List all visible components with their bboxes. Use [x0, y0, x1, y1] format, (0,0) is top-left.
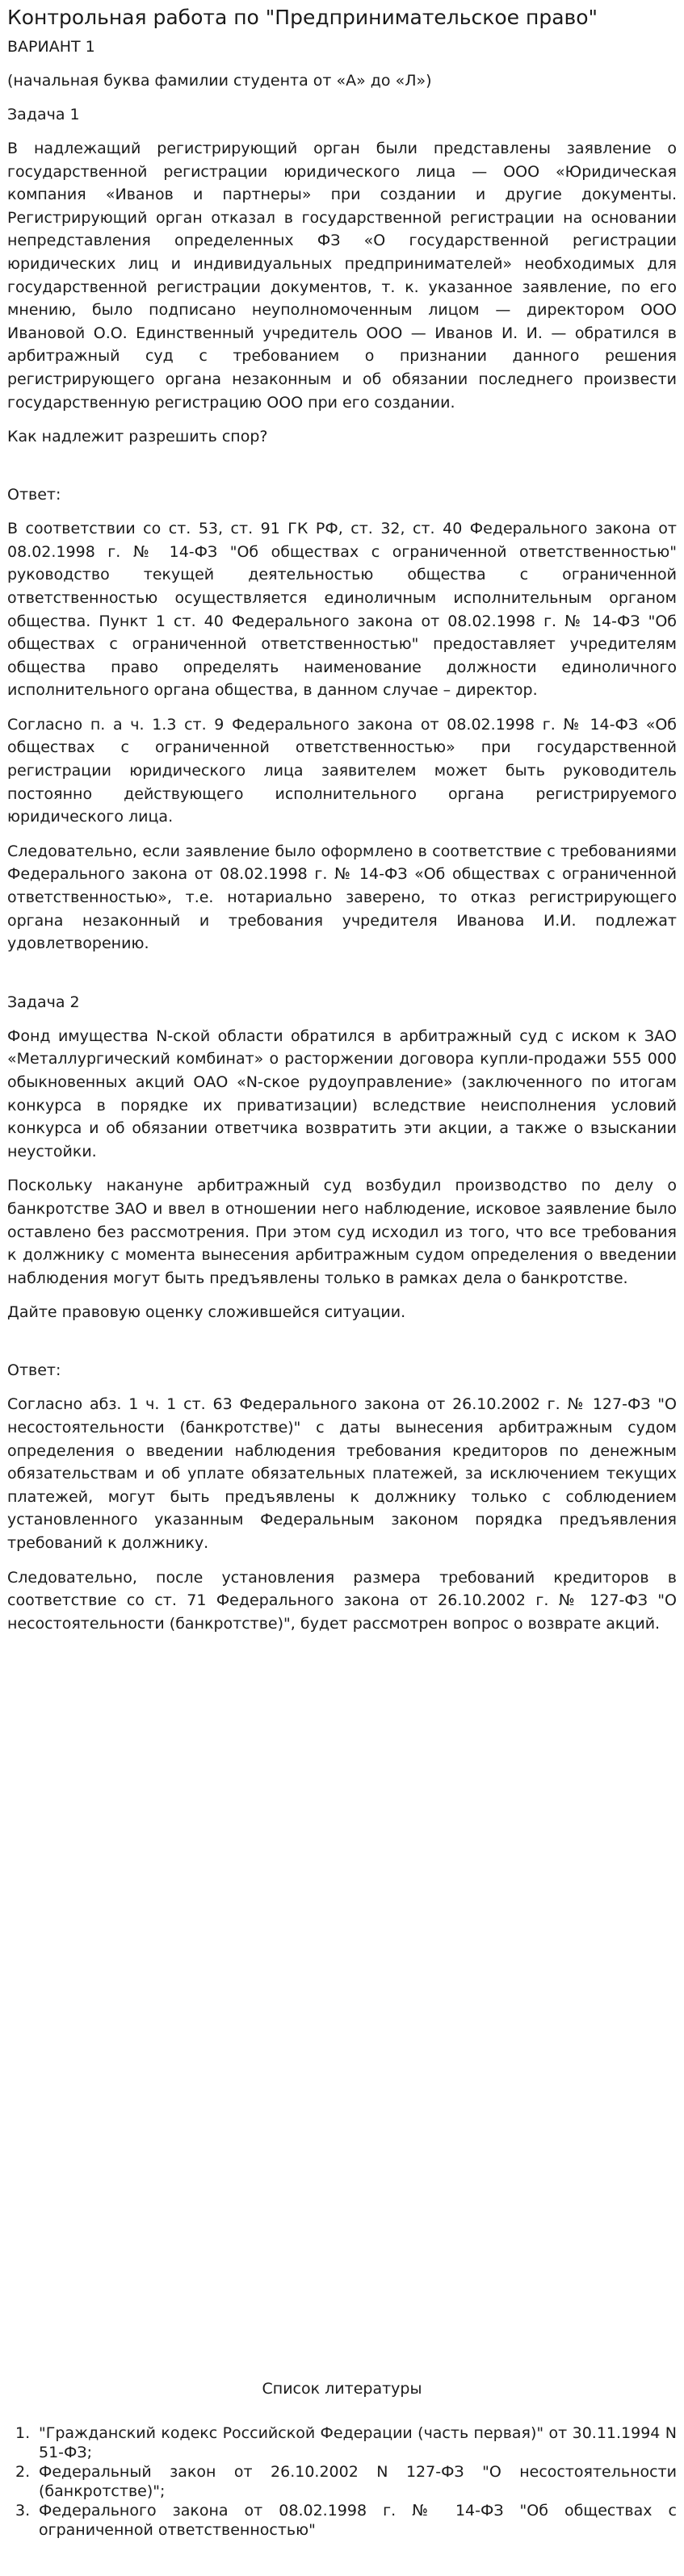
task-2-condition-paragraph: Фонд имущества N-ской области обратился в арбитражный суд с иском к ЗАО «Металлургический комбинат» о расторжении договора купли-продажи 555 000 обыкновенных акций ОАО «N-ское рудоуправление» (заключенного по итогам конкурса в порядке их приватизации) вследствие неисполнения условий конкурса и об обязании ответчика возвратить эти акции, а также о взыскании неустойки. [7, 1027, 677, 1160]
task-1-heading: Задача 1 [7, 106, 80, 123]
reference-text: Федерального закона от 08.02.1998 г. № 14-ФЗ "Об обществах с ограниченной ответственностью" [39, 2502, 677, 2539]
reference-number: 2. [15, 2463, 31, 2481]
task-2 [7, 991, 677, 1635]
task-1-question: Как надлежит разрешить спор? [7, 428, 268, 446]
reference-item [15, 2501, 677, 2540]
task-1-answer-paragraph: Следовательно, если заявление было оформлено в соответствие с требованиями Федерального закона от 08.02.1998 г. № 14-ФЗ «Об обществах с ограниченной ответственностью», т.е. нотариально заверено, то отказ регистрирующего органа незаконный и требования учредителя Иванова И.И. подлежат удовлетворению. [7, 842, 677, 953]
task-2-answer-paragraph: Согласно абз. 1 ч. 1 ст. 63 Федерального закона от 26.10.2002 г. № 127-ФЗ "О несостоятельности (банкротстве)" с даты вынесения арбитражным судом определения о введении наблюдения требования кредиторов по денежным обязательствам и об уплате обязательных платежей, за исключением текущих платежей, могут быть предъявлены к должнику только с соблюдением установленного указанным Федеральным законом порядка предъявления требований к должнику. [7, 1395, 677, 1552]
task-2-condition-paragraph: Поскольку накануне арбитражный суд возбудил производство по делу о банкротстве ЗАО и ввел в отношении него наблюдение, исковое заявление было оставлено без рассмотрения. При этом суд исходил из того, что все требования к должнику с момента вынесения арбитражным судом определения о введении наблюдения могут быть предъявлены только в рамках дела о банкротстве. [7, 1177, 677, 1287]
references-heading: Список литературы [262, 2380, 422, 2398]
task-1 [7, 103, 677, 956]
task-1-answer-label: Ответ: [7, 486, 61, 504]
reference-text: "Гражданский кодекс Российской Федерации (часть первая)" от 30.11.1994 N 51-ФЗ; [39, 2424, 677, 2461]
task-2-answer-label: Ответ: [7, 1361, 61, 1380]
task-2-question: Дайте правовую оценку сложившейся ситуации. [7, 1303, 406, 1322]
reference-number: 1. [15, 2424, 31, 2442]
task-1-answer-paragraph: Согласно п. а ч. 1.3 ст. 9 Федерального закона от 08.02.1998 г. № 14-ФЗ «Об обществах с ограниченной ответственностью» при государственной регистрации юридического лица заявителем может быть руководитель постоянно действующего исполнительного органа регистрируемого юридического лица. [7, 715, 677, 826]
task-2-answer-paragraph: Следовательно, после установления размера требований кредиторов в соответствие со ст. 71 Федерального закона от 26.10.2002 г. № 127-ФЗ "О несостоятельности (банкротстве)", будет рассмотрен вопрос о возврате акций. [7, 1568, 677, 1633]
references-list [15, 2423, 677, 2540]
task-1-answer-paragraph: В соответствии со ст. 53, ст. 91 ГК РФ, ст. 32, ст. 40 Федерального закона от 08.02.1998 г. № 14-ФЗ "Об обществах с ограниченной ответственностью" руководство текущей деятельностью общества с ограниченной ответственностью осуществляется единоличным исполнительным органом общества. Пункт 1 ст. 40 Федерального закона от 08.02.1998 г. № 14-ФЗ "Об обществах с ограниченной ответственностью" предоставляет учредителям общества право определять наименование должности единоличного исполнительного органа общества, в данном случае – директор. [7, 520, 677, 700]
reference-text: Федеральный закон от 26.10.2002 N 127-ФЗ "О несостоятельности (банкротстве)"; [39, 2463, 677, 2500]
reference-item [15, 2462, 677, 2501]
task-2-heading: Задача 2 [7, 993, 80, 1011]
reference-item [15, 2423, 677, 2462]
reference-number: 3. [15, 2502, 31, 2520]
document-title: Контрольная работа по "Предпринимательское право" [7, 6, 598, 29]
task-1-condition: В надлежащий регистрирующий орган были представлены заявление о государственной регистрации юридического лица — ООО «Юридическая компания «Иванов и партнеры» при создании и другие документы. Регистрирующий орган отказал в государственной регистрации на основании непредставления определенных ФЗ «О государственной регистрации юридических лиц и индивидуальных предпринимателей» необходимых для государственной регистрации документов, т. к. указанное заявление, по его мнению, было подписано неуполномоченным лицом — директором ООО Ивановой О.О. Единственный учредитель ООО — Иванов И. И. — обратился в арбитражный суд с требованием о признании данного решения регистрирующего органа незаконным и об обязании последнего произвести государственную регистрацию ООО при его создании. [7, 140, 677, 412]
student-note: (начальная буква фамилии студента от «А» до «Л») [7, 72, 432, 90]
variant-label: ВАРИАНТ 1 [7, 38, 95, 56]
